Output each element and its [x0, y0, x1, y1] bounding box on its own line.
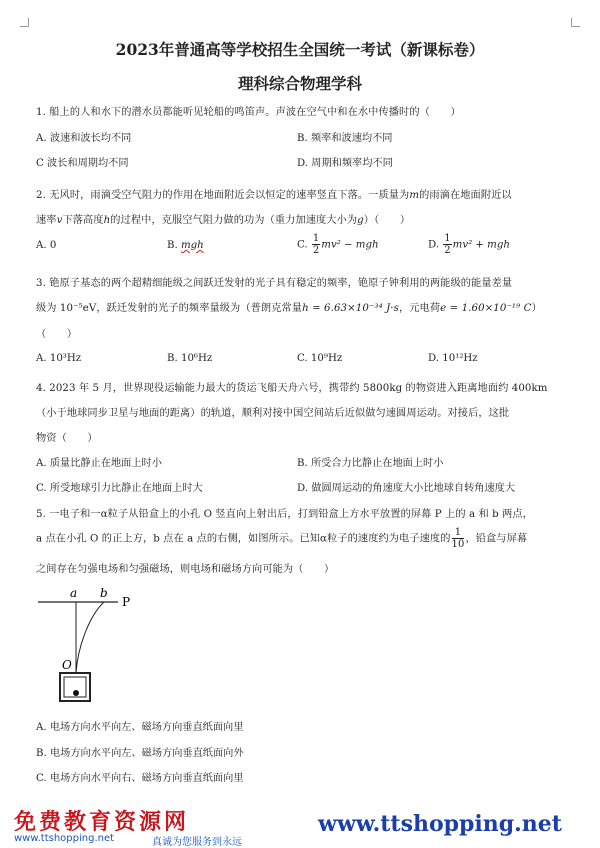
q2-text-2a: 速率: [36, 215, 57, 226]
q2-option-d-expr: mv² + mgh: [452, 239, 510, 251]
q5-option-c: C. 电场方向水平向右、磁场方向垂直纸面向里: [36, 773, 244, 784]
q1-option-d: D. 周期和频率均不同: [297, 158, 393, 169]
page-subtitle: 理科综合物理学科: [237, 74, 362, 93]
q3-text-2c: ）: [531, 303, 542, 314]
q5-speed-fraction: [452, 527, 465, 550]
label-a: a: [70, 586, 78, 600]
label-b: b: [100, 586, 108, 600]
q3-option-b: B. 10⁶Hz: [167, 353, 213, 364]
q3-charge-value: e = 1.60×10⁻¹⁹ C: [440, 303, 532, 314]
footer-url-small[interactable]: www.ttshopping.net: [14, 833, 115, 844]
page-title: 2023年普通高等学校招生全国统一考试（新课标卷）: [115, 40, 485, 59]
q5-stem-line3: 之间存在匀强电场和匀强磁场，则电场和磁场方向可能为（ ）: [36, 564, 335, 575]
q2-option-c-half-num: 1: [312, 233, 320, 244]
q2-text-2d: ）（ ）: [363, 215, 411, 226]
q4-stem-line2: （小于地球同步卫星与地面的距离）的轨道，顺利对接中国空间站后近似做匀速圆周运动。对接后，这批: [36, 408, 510, 419]
q4-stem-line1: 4. 2023 年 5 月，世界现役运输能力最大的货运飞船天舟六号，携带约 5800kg 的物资进入距离地面约 400km: [36, 383, 548, 394]
q3-option-c: C. 10⁹Hz: [297, 353, 343, 364]
q3-option-d: D. 10¹²Hz: [428, 353, 478, 364]
footer-slogan: 真诚为您服务到永远: [152, 837, 242, 848]
footer-url-big[interactable]: www.ttshopping.net: [318, 811, 562, 837]
q4-option-c: C. 所受地球引力比静止在地面上时大: [36, 483, 203, 494]
q2-var-h: h: [103, 215, 111, 226]
q2-var-m: m: [409, 190, 420, 201]
q4-option-d: D. 做圆周运动的角速度大小比地球自转角速度大: [297, 483, 516, 494]
footer-watermark: [0, 803, 600, 847]
q2-option-d-label: D.: [428, 239, 440, 251]
q2-var-v: v: [56, 215, 63, 226]
q2-option-c-half-den: 2: [312, 245, 320, 256]
q2-text-2c: 的过程中，克服空气阻力做的功为（重力加速度大小为: [110, 215, 358, 226]
q2-var-g: g: [357, 215, 364, 226]
q3-stem-line3: （ ）: [36, 329, 78, 340]
q5-stem-line1: 5. 一电子和一α粒子从铅盒上的小孔 O 竖直向上射出后，打到铅盒上方水平放置的屏幕 P 上的 a 和 b 两点，: [36, 509, 533, 520]
q2-stem-line1: [36, 186, 512, 201]
q3-stem-line2: [36, 299, 542, 314]
q4-option-b: B. 所受合力比静止在地面上时小: [297, 458, 444, 469]
label-o: O: [62, 658, 72, 672]
q2-text-2b: 下落高度: [62, 215, 104, 226]
q5-fraction-num: 1: [452, 527, 465, 539]
q2-option-b-label: B.: [167, 240, 178, 251]
q2-option-d-half-num: 1: [444, 233, 451, 244]
label-p: P: [122, 595, 131, 609]
q2-text-1b: 的雨滴在地面附近以: [419, 190, 512, 201]
q5-fraction-den: 10: [451, 539, 465, 550]
q2-option-c-label: C.: [297, 239, 308, 251]
q4-option-a: A. 质量比静止在地面上时小: [36, 458, 162, 469]
q5-option-a: A. 电场方向水平向左、磁场方向垂直纸面向里: [36, 722, 244, 733]
q4-stem-line3: 物资（ ）: [36, 433, 98, 444]
q2-option-c-half: [312, 233, 320, 256]
q5-text-2: a 点在小孔 O 的正上方，b 点在 a 点的右侧，如图所示。已知α粒子的速度约为电子速度的: [36, 533, 451, 545]
q1-stem: 1. 船上的人和水下的潜水员都能听见轮船的鸣笛声。声波在空气中和在水中传播时的（ ）: [36, 107, 461, 118]
footer-logo-cn: 免费教育资源网: [14, 809, 190, 835]
q2-option-c: [297, 233, 379, 256]
q1-option-b: B. 频率和波速均不同: [297, 133, 393, 144]
q5-stem-line2: [36, 527, 527, 550]
q3-text-2b: ，元电荷: [398, 303, 441, 314]
q2-stem-line2: [36, 211, 410, 226]
q2-option-a: A. 0: [36, 240, 57, 251]
q2-option-c-expr: mv² − mgh: [321, 239, 379, 251]
q2-text-1a: 2. 无风时，雨滴受空气阻力的作用在地面附近会以恒定的速率竖直下落。一质量为: [36, 190, 410, 201]
q5-figure: [30, 585, 150, 710]
q3-option-a: A. 10³Hz: [36, 353, 82, 364]
q3-planck-value: h = 6.63×10⁻³⁴ J·s: [302, 303, 399, 314]
q5-option-b: B. 电场方向水平向左、磁场方向垂直纸面向外: [36, 748, 244, 759]
q2-option-b-expr: mgh: [180, 240, 204, 251]
corner-mark-right: [571, 18, 580, 27]
q2-option-d-half-den: 2: [444, 245, 451, 256]
q3-text-2a: 级为 10⁻⁵eV，跃迁发射的光子的频率量级为（普朗克常量: [36, 303, 303, 314]
path-to-b: [76, 602, 104, 673]
q2-option-d: [428, 233, 510, 256]
q1-option-c: C 波长和周期均不同: [36, 158, 129, 169]
q2-option-d-half: [443, 233, 451, 256]
q5-text-2-tail: ，铅盒与屏幕: [465, 533, 528, 545]
q3-stem-line1: 3. 铯原子基态的两个超精细能级之间跃迁发射的光子具有稳定的频率，铯原子钟利用的两能级的能量差量: [36, 278, 513, 289]
q1-option-a: A. 波速和波长均不同: [36, 133, 132, 144]
source-dot: [73, 690, 79, 696]
corner-mark-left: [20, 18, 29, 27]
q2-option-b: [167, 240, 204, 251]
